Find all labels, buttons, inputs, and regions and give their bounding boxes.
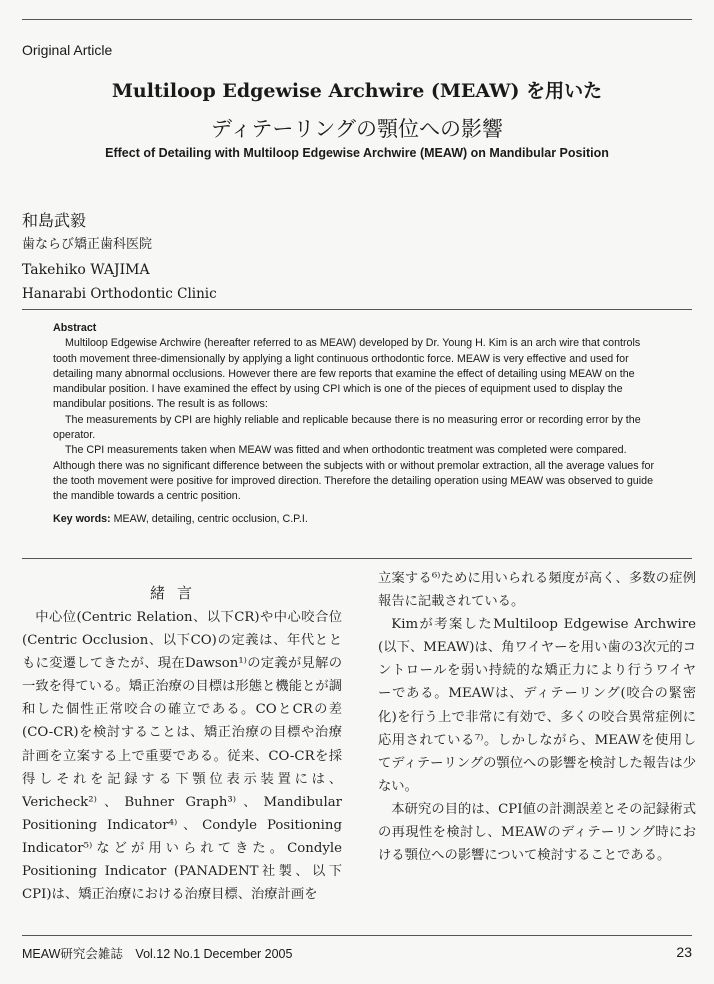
body-column-left (22, 606, 342, 906)
section-heading-introduction: 緒言 (150, 584, 205, 602)
body-paragraph: 立案する⁶⁾ために用いられる頻度が高く、多数の症例報告に記載されている。 (378, 571, 696, 610)
keywords (53, 512, 661, 527)
abstract-top-rule (22, 309, 692, 310)
body-paragraph: 本研究の目的は、CPI値の計測誤差とその記録術式の再現性を検討し、MEAWのディテーリング時における顎位への影響について検討することである。 (378, 801, 696, 864)
body-paragraph: Kimが考案したMultiloop Edgewise Archwire (以下、MEAW)は、角ワイヤーを用い歯の3次元的コントロールを弱い持続的な矯正力により行うワイヤーである。MEAWは、ディテーリング(咬合の緊密化)を行う上で非常に有効で、多くの咬合異常症例に応用されている⁷⁾。しかしながら、MEAWを使用してディテーリングの顎位への影響を検討した報告は少ない。 (378, 617, 696, 794)
abstract-heading: Abstract (53, 322, 97, 334)
keywords-label: Key words: (53, 512, 111, 525)
article-category: Original Article (22, 42, 113, 58)
body-paragraph: 中心位(Centric Relation、以下CR)や中心咬合位(Centric Occlusion、以下CO)の定義は、年代とともに変遷してきたが、現在Dawson¹⁾の定義が見解の一致を得ている。矯正治療の目標は形態と機能とが調和した個性正常咬合の確立である。COとCRの差(CO-CR)を検討することは、矯正治療の目標や治療計画を立案する上で重要である。従来、CO-CRを採得しそれを記録する下顎位表示装置には、Vericheck²⁾、Buhner Graph³⁾、Mandibular Positioning Indicator⁴⁾、Condyle Positioning Indicator⁵⁾などが用いられてきた。Condyle Positioning Indicator (PANADENT社製、以下CPI)は、矯正治療における治療目標、治療計画を (22, 610, 342, 903)
affiliation-english: Hanarabi Orthodontic Clinic (22, 286, 217, 302)
abstract-paragraph-2: The measurements by CPI are highly reliable and replicable because there is no measuring error or recording error by the operator. (53, 413, 641, 442)
author-name-english: Takehiko WAJIMA (22, 262, 150, 278)
top-rule (22, 19, 692, 20)
footer-rule (22, 935, 692, 936)
page-number: 23 (676, 944, 692, 960)
author-name-japanese: 和島武毅 (22, 211, 87, 230)
abstract-paragraph-3: The CPI measurements taken when MEAW was fitted and when orthodontic treatment was completed were compared. Although there was no significant difference between the subjects with or without premolar extraction, all the average values for the tooth movement were positive for improved direction. Therefore the detailing operation using MEAW was observed to guide the mandible towards a centric position. (53, 444, 655, 503)
affiliation-japanese: 歯ならび矯正歯科医院 (22, 237, 153, 252)
title-japanese-line1: Multiloop Edgewise Archwire (MEAW) を用いた (111, 80, 603, 102)
keywords-list: MEAW, detailing, centric occlusion, C.P.I. (113, 512, 308, 525)
body-column-right (378, 567, 696, 867)
abstract (53, 321, 661, 527)
footer-journal-info: MEAW研究会雑誌 Vol.12 No.1 December 2005 (22, 947, 293, 961)
title-japanese-line2: ディテーリングの顎位への影響 (211, 117, 503, 141)
abstract-bottom-rule (22, 558, 692, 559)
title-english: Effect of Detailing with Multiloop Edgewise Archwire (MEAW) on Mandibular Position (105, 146, 609, 160)
abstract-paragraph-1: Multiloop Edgewise Archwire (hereafter referred to as MEAW) developed by Dr. Young H. Kim is an arch wire that controls tooth movement three-dimensionally by applying a light continuous orthodontic force. MEAW is very effective and used for detailing many abnormal occlusions. However there are few reports that examine the effect of detailing using MEAW on the mandibular position. I have examined the effect by using CPI which is one of the pieces of equipment used to display the mandibular positions. The result is as follows: (53, 337, 641, 411)
